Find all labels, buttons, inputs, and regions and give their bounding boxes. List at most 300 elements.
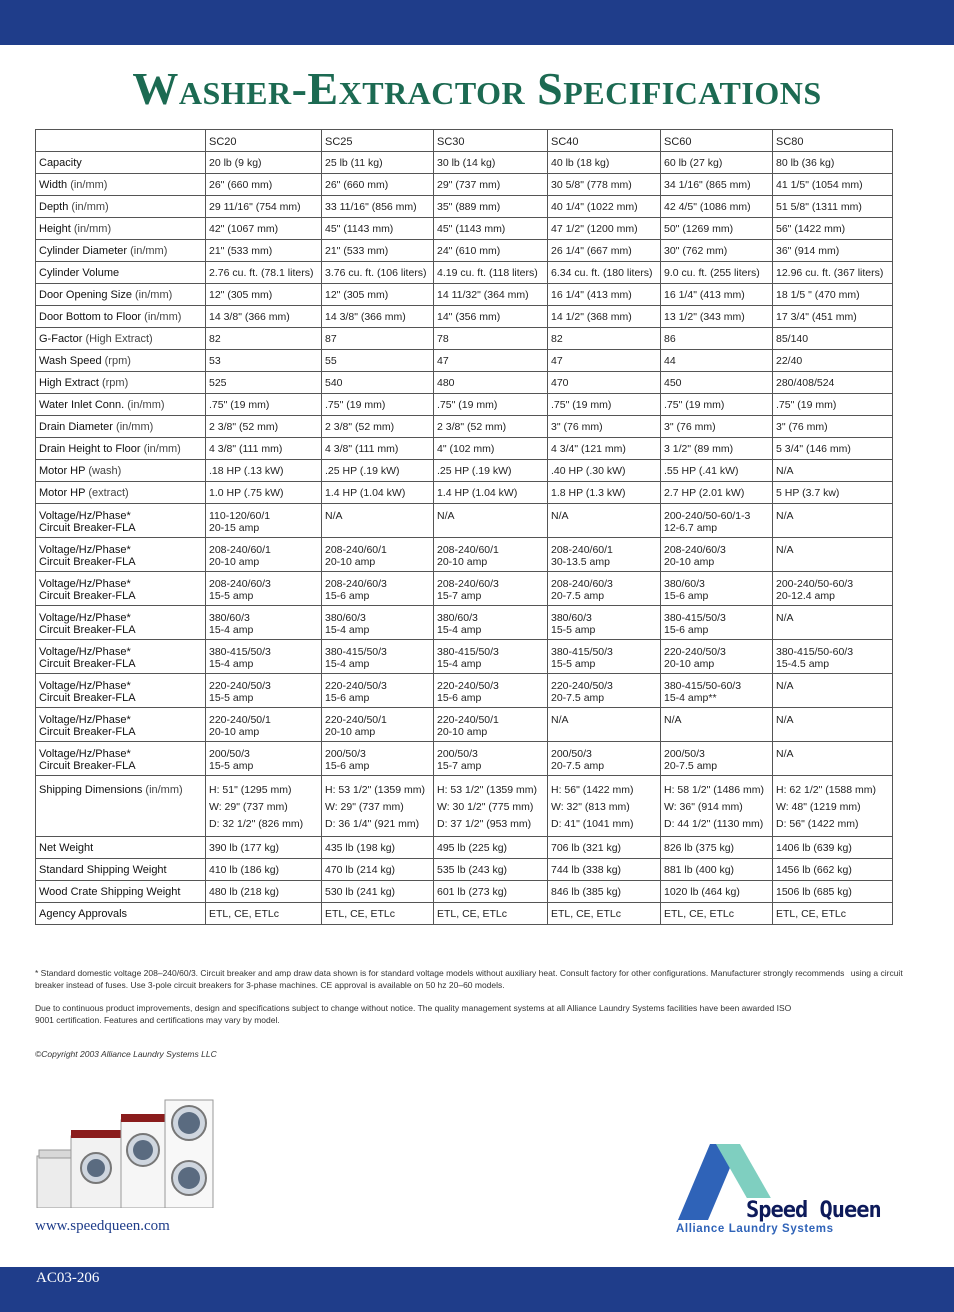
row-label-text: Voltage/Hz/Phase*	[39, 578, 131, 590]
table-cell: 20 lb (9 kg)	[206, 152, 322, 174]
cell-line: 200-240/50-60/1-3	[664, 510, 751, 522]
table-cell: 30" (762 mm)	[661, 240, 773, 262]
cell-line: N/A	[551, 510, 569, 522]
table-cell: 80 lb (36 kg)	[773, 152, 893, 174]
table-row	[36, 460, 893, 482]
row-label-text: Voltage/Hz/Phase*	[39, 748, 131, 760]
cell-line: 220-240/50/1	[437, 714, 499, 726]
row-label-text: Circuit Breaker-FLA	[39, 624, 136, 636]
logo-subtitle: Alliance Laundry Systems	[676, 1223, 834, 1235]
row-label	[36, 174, 206, 196]
table-cell	[661, 640, 773, 674]
table-cell: ETL, CE, ETLc	[773, 903, 893, 925]
cell-line: 15-6 amp	[664, 590, 709, 602]
table-cell	[661, 742, 773, 776]
row-label-text: Door Bottom to Floor	[39, 311, 142, 323]
top-banner	[0, 0, 954, 45]
row-label-text: Capacity	[39, 157, 82, 169]
table-cell: 40 1/4" (1022 mm)	[548, 196, 661, 218]
table-cell: 1506 lb (685 kg)	[773, 881, 893, 903]
table-row	[36, 776, 893, 837]
table-row	[36, 640, 893, 674]
cell-line: 20-10 amp	[664, 658, 715, 670]
table-cell: 26" (660 mm)	[322, 174, 434, 196]
cell-line: 208-240/60/3	[437, 578, 499, 590]
table-row	[36, 284, 893, 306]
table-cell: 525	[206, 372, 322, 394]
table-cell: .40 HP (.30 kW)	[548, 460, 661, 482]
cell-line: 15-5 amp	[551, 658, 596, 670]
table-cell: 85/140	[773, 328, 893, 350]
cell-line: 15-4 amp	[325, 658, 370, 670]
cell-line: 380-415/50/3	[209, 646, 271, 658]
row-label-text: Voltage/Hz/Phase*	[39, 544, 131, 556]
table-cell: 410 lb (186 kg)	[206, 859, 322, 881]
table-cell: 26" (660 mm)	[206, 174, 322, 196]
row-label-text: Drain Diameter	[39, 421, 113, 433]
table-row	[36, 538, 893, 572]
table-cell: 4 3/8" (111 mm)	[206, 438, 322, 460]
row-label-text: Voltage/Hz/Phase*	[39, 510, 131, 522]
cell-line: H: 53 1/2" (1359 mm)	[437, 784, 538, 796]
cell-line: 20-15 amp	[209, 522, 260, 534]
table-cell	[206, 640, 322, 674]
row-label-unit: (in/mm)	[130, 245, 168, 257]
table-cell: 30 5/8" (778 mm)	[548, 174, 661, 196]
cell-line: 200/50/3	[209, 748, 250, 760]
table-cell	[548, 708, 661, 742]
table-cell	[434, 742, 548, 776]
table-cell: .75" (19 mm)	[206, 394, 322, 416]
table-cell: 495 lb (225 kg)	[434, 837, 548, 859]
table-cell: 3" (76 mm)	[548, 416, 661, 438]
voltage-footnote	[35, 967, 915, 991]
row-label-text: Drain Height to Floor	[39, 443, 141, 455]
table-cell: 530 lb (241 kg)	[322, 881, 434, 903]
row-label-unit: (in/mm)	[73, 223, 112, 235]
table-cell: 846 lb (385 kg)	[548, 881, 661, 903]
table-cell: 42" (1067 mm)	[206, 218, 322, 240]
cell-line: 15-6 amp	[437, 692, 482, 704]
table-row	[36, 708, 893, 742]
table-cell	[206, 606, 322, 640]
row-label-text: Voltage/Hz/Phase*	[39, 680, 131, 692]
cell-line: 15-5 amp	[551, 624, 596, 636]
table-cell: N/A	[773, 460, 893, 482]
table-cell	[773, 708, 893, 742]
row-label	[36, 674, 206, 708]
cell-line: 200/50/3	[664, 748, 705, 760]
row-label	[36, 284, 206, 306]
table-cell	[434, 776, 548, 837]
table-cell	[206, 776, 322, 837]
cell-line: 380/60/3	[325, 612, 366, 624]
cell-line: 15-6 amp	[664, 624, 709, 636]
table-cell: 82	[548, 328, 661, 350]
row-label-text: Cylinder Volume	[39, 267, 120, 279]
table-row	[36, 837, 893, 859]
table-cell: .75" (19 mm)	[434, 394, 548, 416]
table-cell: 1.0 HP (.75 kW)	[206, 482, 322, 504]
cell-line: 380/60/3	[209, 612, 250, 624]
cell-line: 200/50/3	[551, 748, 592, 760]
cell-line: 208-240/60/3	[325, 578, 387, 590]
table-cell	[206, 504, 322, 538]
cell-line: 200-240/50-60/3	[776, 578, 854, 590]
table-row	[36, 306, 893, 328]
table-cell: 18 1/5 " (470 mm)	[773, 284, 893, 306]
cell-line: H: 58 1/2" (1486 mm)	[664, 784, 765, 796]
cell-line: 208-240/60/3	[551, 578, 613, 590]
table-header-row	[36, 130, 893, 152]
table-cell: .25 HP (.19 kW)	[434, 460, 548, 482]
row-label	[36, 240, 206, 262]
table-cell	[773, 640, 893, 674]
table-cell: 34 1/16" (865 mm)	[661, 174, 773, 196]
table-cell: 14 3/8" (366 mm)	[206, 306, 322, 328]
cell-line: 380-415/50/3	[437, 646, 499, 658]
table-cell: 390 lb (177 kg)	[206, 837, 322, 859]
cell-line: 380-415/50/3	[551, 646, 613, 658]
cell-line: 15-4 amp	[209, 624, 254, 636]
cell-line: 20-10 amp	[209, 726, 260, 738]
row-label-text: Circuit Breaker-FLA	[39, 658, 136, 670]
table-row	[36, 196, 893, 218]
cell-line: 380-415/50/3	[325, 646, 387, 658]
cell-line: 200/50/3	[325, 748, 366, 760]
row-label-unit: (in/mm)	[71, 201, 109, 213]
row-label-unit: (rpm)	[101, 377, 129, 389]
table-cell: 26 1/4" (667 mm)	[548, 240, 661, 262]
table-cell	[322, 674, 434, 708]
cell-line: W: 48" (1219 mm)	[776, 801, 861, 813]
table-cell: 4" (102 mm)	[434, 438, 548, 460]
table-cell: ETL, CE, ETLc	[548, 903, 661, 925]
cell-line: N/A	[325, 510, 343, 522]
table-cell: 42 4/5" (1086 mm)	[661, 196, 773, 218]
cell-line: 15-7 amp	[437, 590, 482, 602]
table-cell	[661, 776, 773, 837]
table-cell	[434, 674, 548, 708]
table-cell	[773, 776, 893, 837]
table-row	[36, 881, 893, 903]
table-cell: .75" (19 mm)	[661, 394, 773, 416]
table-cell	[548, 606, 661, 640]
cell-line: 220-240/50/3	[437, 680, 499, 692]
table-cell: 5 HP (3.7 kw)	[773, 482, 893, 504]
table-cell: 2 3/8" (52 mm)	[434, 416, 548, 438]
table-row	[36, 262, 893, 284]
row-label-text: Circuit Breaker-FLA	[39, 692, 136, 704]
row-label	[36, 394, 206, 416]
row-label-unit: (in/mm)	[127, 399, 165, 411]
table-cell	[548, 742, 661, 776]
table-cell: 47	[548, 350, 661, 372]
row-label-text: Door Opening Size	[39, 289, 132, 301]
table-cell: 3.76 cu. ft. (106 liters)	[322, 262, 434, 284]
cell-line: 20-10 amp	[209, 556, 260, 568]
table-cell: 25 lb (11 kg)	[322, 152, 434, 174]
cell-line: N/A	[776, 510, 794, 522]
cell-line: D: 32 1/2" (826 mm)	[209, 818, 304, 830]
website-link[interactable]: www.speedqueen.com	[35, 1218, 170, 1234]
row-label-unit: (High Extract)	[85, 333, 153, 345]
cell-line: N/A	[437, 510, 455, 522]
cell-line: 380-415/50/3	[664, 612, 726, 624]
table-cell: 2.76 cu. ft. (78.1 liters)	[206, 262, 322, 284]
table-cell	[773, 572, 893, 606]
row-label	[36, 903, 206, 925]
cell-line: 220-240/50/3	[209, 680, 271, 692]
cell-line: N/A	[776, 714, 794, 726]
table-cell: ETL, CE, ETLc	[322, 903, 434, 925]
row-label-unit: (in/mm)	[145, 784, 183, 796]
table-cell: 450	[661, 372, 773, 394]
table-cell: 280/408/524	[773, 372, 893, 394]
cell-line: 12-6.7 amp	[664, 522, 718, 534]
row-label-text: Width	[39, 179, 68, 191]
cell-line: D: 41" (1041 mm)	[551, 818, 634, 830]
row-label-unit: (in/mm)	[143, 443, 181, 455]
table-cell	[548, 776, 661, 837]
table-row	[36, 152, 893, 174]
table-cell: 826 lb (375 kg)	[661, 837, 773, 859]
table-cell: 601 lb (273 kg)	[434, 881, 548, 903]
row-label-unit: (in/mm)	[70, 179, 108, 191]
table-cell: 4 3/8" (111 mm)	[322, 438, 434, 460]
table-row	[36, 504, 893, 538]
table-cell	[773, 504, 893, 538]
footnote-line: using a circuit breaker instead of fuses. Use 3-pole circuit breakers for 3-phase machines. CE approval is available on 50 hz 20–60 models.	[35, 968, 903, 990]
cell-line: 15-5 amp	[209, 760, 254, 772]
cell-line: 208-240/60/1	[209, 544, 271, 556]
table-cell: 45" (1143 mm)	[322, 218, 434, 240]
table-cell	[322, 640, 434, 674]
row-label	[36, 482, 206, 504]
table-cell: 13 1/2" (343 mm)	[661, 306, 773, 328]
table-cell: .75" (19 mm)	[322, 394, 434, 416]
table-cell	[434, 504, 548, 538]
table-cell	[773, 742, 893, 776]
cell-line: W: 32" (813 mm)	[551, 801, 630, 813]
cell-line: 15-4 amp	[437, 624, 482, 636]
row-label-text: Circuit Breaker-FLA	[39, 760, 136, 772]
table-cell: 21" (533 mm)	[206, 240, 322, 262]
table-cell: 2.7 HP (2.01 kW)	[661, 482, 773, 504]
row-label-unit: (rpm)	[104, 355, 131, 367]
table-cell: 12.96 cu. ft. (367 liters)	[773, 262, 893, 284]
cell-line: 220-240/50/3	[325, 680, 387, 692]
cell-line: 15-6 amp	[325, 590, 370, 602]
row-label-text: Agency Approvals	[39, 908, 128, 920]
row-label-text: Depth	[39, 201, 69, 213]
table-cell: 3" (76 mm)	[661, 416, 773, 438]
row-label	[36, 837, 206, 859]
table-cell: 36" (914 mm)	[773, 240, 893, 262]
product-photo	[35, 1098, 215, 1208]
table-cell: 22/40	[773, 350, 893, 372]
cell-line: 20-7.5 amp	[551, 692, 605, 704]
table-cell: 16 1/4" (413 mm)	[661, 284, 773, 306]
table-cell	[434, 708, 548, 742]
table-row	[36, 416, 893, 438]
table-cell: 3 1/2" (89 mm)	[661, 438, 773, 460]
row-label-text: Wash Speed	[39, 355, 102, 367]
row-label-text: Circuit Breaker-FLA	[39, 726, 136, 738]
table-cell: 3" (76 mm)	[773, 416, 893, 438]
table-cell: 56" (1422 mm)	[773, 218, 893, 240]
table-cell: 1.8 HP (1.3 kW)	[548, 482, 661, 504]
table-cell	[206, 708, 322, 742]
table-cell	[322, 708, 434, 742]
table-cell: .25 HP (.19 kW)	[322, 460, 434, 482]
table-cell	[548, 640, 661, 674]
row-label	[36, 606, 206, 640]
cell-line: 20-7.5 amp	[551, 590, 605, 602]
table-cell	[206, 538, 322, 572]
table-cell: ETL, CE, ETLc	[434, 903, 548, 925]
row-label-text: Cylinder Diameter	[39, 245, 128, 257]
row-label	[36, 152, 206, 174]
table-cell: 744 lb (338 kg)	[548, 859, 661, 881]
cell-line: 15-4 amp**	[664, 692, 717, 704]
table-cell: 2 3/8" (52 mm)	[206, 416, 322, 438]
table-cell: 1.4 HP (1.04 kW)	[434, 482, 548, 504]
table-cell: 16 1/4" (413 mm)	[548, 284, 661, 306]
table-cell: 29 11/16" (754 mm)	[206, 196, 322, 218]
cell-line: 380/60/3	[437, 612, 478, 624]
table-cell: 470	[548, 372, 661, 394]
cell-line: 30-13.5 amp	[551, 556, 610, 568]
table-cell: 480	[434, 372, 548, 394]
table-cell: 53	[206, 350, 322, 372]
table-cell	[773, 538, 893, 572]
table-cell: 50" (1269 mm)	[661, 218, 773, 240]
table-cell: 51 5/8" (1311 mm)	[773, 196, 893, 218]
cell-line: 380-415/50-60/3	[776, 646, 854, 658]
column-header: SC40	[548, 130, 661, 152]
cell-line: N/A	[776, 748, 794, 760]
row-label	[36, 708, 206, 742]
footnote-line: * Standard domestic voltage 208–240/60/3. Circuit breaker and amp draw data shown is for standard voltage models without auxiliary heat. Consult factory for other configurations. Manufacturer strongly recommends	[35, 968, 845, 978]
table-row	[36, 742, 893, 776]
row-label	[36, 776, 206, 837]
table-cell	[434, 606, 548, 640]
table-row	[36, 606, 893, 640]
cell-line: 220-240/50/1	[325, 714, 387, 726]
cell-line: 208-240/60/1	[437, 544, 499, 556]
table-cell	[206, 742, 322, 776]
table-cell: 14 11/32" (364 mm)	[434, 284, 548, 306]
cell-line: W: 29" (737 mm)	[325, 801, 404, 813]
row-label	[36, 538, 206, 572]
table-cell: 14 3/8" (366 mm)	[322, 306, 434, 328]
row-label	[36, 416, 206, 438]
row-label-text: Circuit Breaker-FLA	[39, 590, 136, 602]
row-label	[36, 438, 206, 460]
table-row	[36, 372, 893, 394]
row-label	[36, 504, 206, 538]
table-cell: .75" (19 mm)	[548, 394, 661, 416]
table-cell: 14 1/2" (368 mm)	[548, 306, 661, 328]
cell-line: 20-10 amp	[664, 556, 715, 568]
row-label-text: Circuit Breaker-FLA	[39, 556, 136, 568]
page-title: Washer-Extractor Specifications	[132, 63, 822, 114]
cell-line: 20-12.4 amp	[776, 590, 835, 602]
cell-line: N/A	[551, 714, 569, 726]
table-cell: 4.19 cu. ft. (118 liters)	[434, 262, 548, 284]
cell-line: 15-4 amp	[437, 658, 482, 670]
table-cell	[773, 674, 893, 708]
table-cell	[773, 606, 893, 640]
table-cell: .18 HP (.13 kW)	[206, 460, 322, 482]
table-cell	[661, 504, 773, 538]
row-label-text: Voltage/Hz/Phase*	[39, 612, 131, 624]
column-header: SC60	[661, 130, 773, 152]
bottom-banner	[0, 1267, 954, 1312]
table-cell: 40 lb (18 kg)	[548, 152, 661, 174]
table-cell: 4 3/4" (121 mm)	[548, 438, 661, 460]
table-cell: 6.34 cu. ft. (180 liters)	[548, 262, 661, 284]
table-cell: 2 3/8" (52 mm)	[322, 416, 434, 438]
cell-line: 15-6 amp	[325, 760, 370, 772]
table-cell	[661, 708, 773, 742]
row-label	[36, 218, 206, 240]
table-row	[36, 572, 893, 606]
cell-line: 15-4.5 amp	[776, 658, 830, 670]
table-row	[36, 438, 893, 460]
cell-line: 15-5 amp	[209, 692, 254, 704]
table-cell: 706 lb (321 kg)	[548, 837, 661, 859]
table-cell: 540	[322, 372, 434, 394]
row-label-text: G-Factor	[39, 333, 83, 345]
cell-line: D: 36 1/4" (921 mm)	[325, 818, 420, 830]
table-cell	[434, 640, 548, 674]
row-label	[36, 640, 206, 674]
table-cell	[434, 538, 548, 572]
cell-line: H: 62 1/2" (1588 mm)	[776, 784, 877, 796]
row-label-unit: (in/mm)	[116, 421, 154, 433]
table-cell	[434, 572, 548, 606]
table-cell	[661, 606, 773, 640]
header-blank	[36, 130, 206, 152]
row-label	[36, 328, 206, 350]
table-cell: 78	[434, 328, 548, 350]
cell-line: H: 51" (1295 mm)	[209, 784, 292, 796]
cell-line: W: 36" (914 mm)	[664, 801, 743, 813]
cell-line: 208-240/60/3	[209, 578, 271, 590]
cell-line: 15-7 amp	[437, 760, 482, 772]
row-label	[36, 881, 206, 903]
row-label	[36, 859, 206, 881]
cell-line: 15-4 amp	[325, 624, 370, 636]
table-cell: 21" (533 mm)	[322, 240, 434, 262]
row-label-text: Circuit Breaker-FLA	[39, 522, 136, 534]
table-row	[36, 174, 893, 196]
table-cell: .75" (19 mm)	[773, 394, 893, 416]
table-cell: 35" (889 mm)	[434, 196, 548, 218]
cell-line: 20-10 amp	[437, 726, 488, 738]
table-cell: 82	[206, 328, 322, 350]
table-cell: 5 3/4" (146 mm)	[773, 438, 893, 460]
table-cell	[661, 674, 773, 708]
table-cell: 87	[322, 328, 434, 350]
row-label-unit: (wash)	[88, 465, 122, 477]
table-cell: 480 lb (218 kg)	[206, 881, 322, 903]
cell-line: N/A	[776, 680, 794, 692]
table-row	[36, 482, 893, 504]
cell-line: 15-6 amp	[325, 692, 370, 704]
